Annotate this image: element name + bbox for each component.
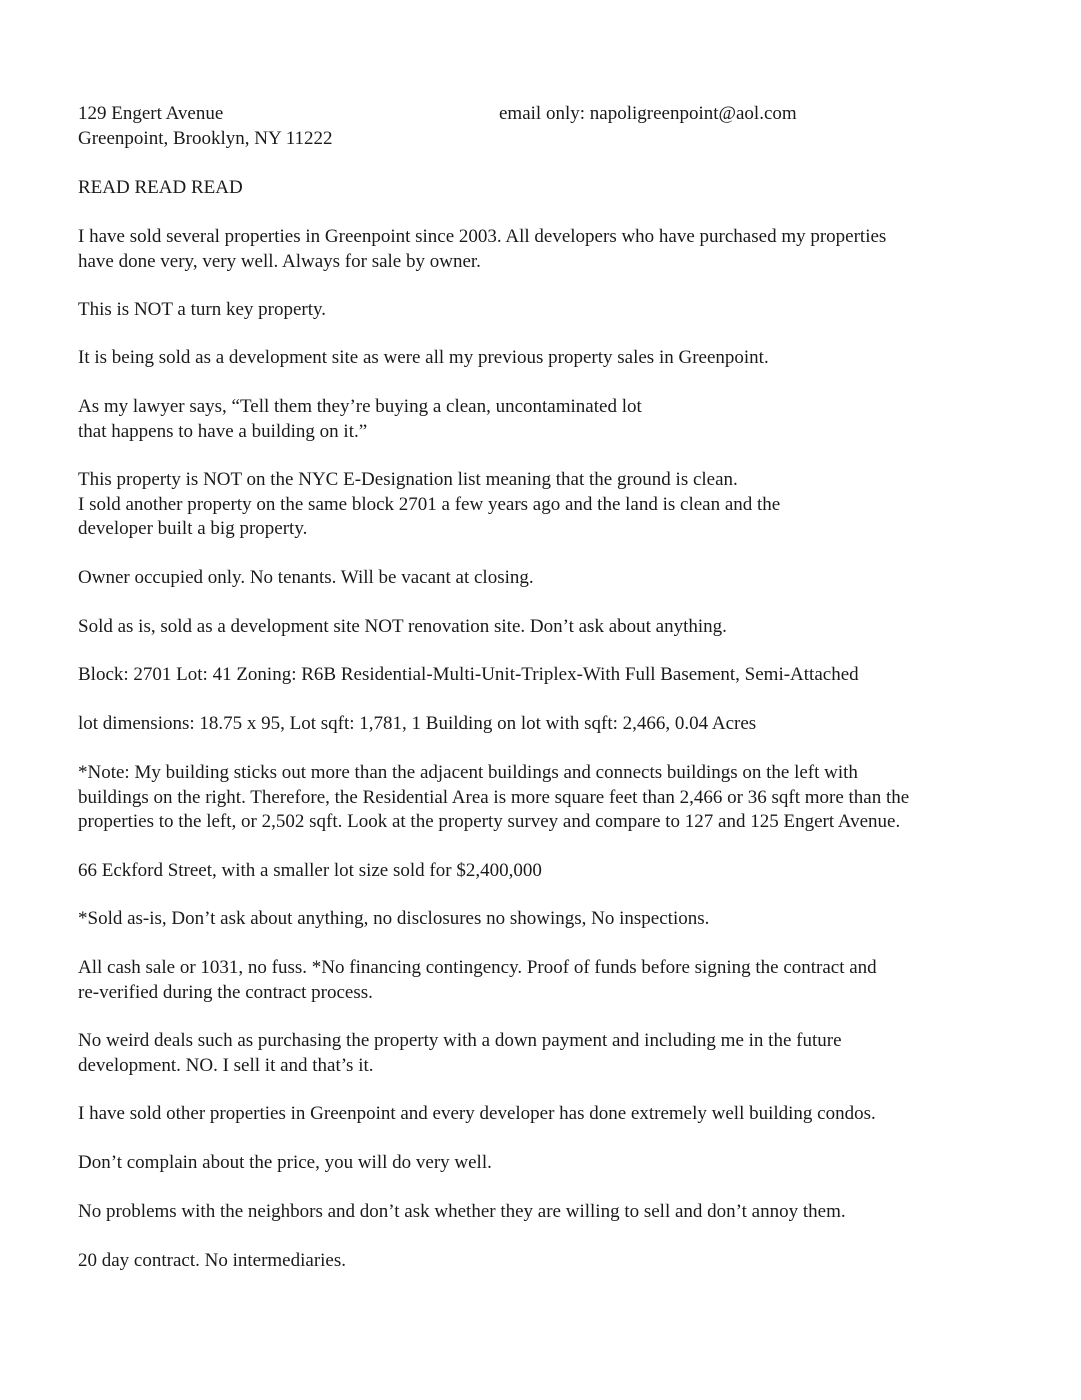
paragraph-line: have done very, very well. Always for sale by owner. (78, 250, 481, 272)
paragraph-line: No problems with the neighbors and don’t ask whether they are willing to sell and don’t annoy them. (78, 1201, 846, 1222)
paragraph-comparable-sale (78, 859, 1038, 884)
paragraph-block-lot-zoning (78, 663, 1038, 688)
paragraph-line: This property is NOT on the NYC E-Designation list meaning that the ground is clean. (78, 469, 738, 490)
paragraph-line: development. NO. I sell it and that’s it. (78, 1054, 374, 1076)
paragraph-line: All cash sale or 1031, no fuss. *No financing contingency. Proof of funds before signing the contract and (78, 957, 877, 978)
paragraph-lot-dimensions (78, 712, 1038, 737)
paragraph-line: Block: 2701 Lot: 41 Zoning: R6B Residential-Multi-Unit-Triplex-With Full Basement, Semi-Attached (78, 664, 859, 685)
paragraph-sold-as-is (78, 615, 1038, 640)
heading-read (78, 176, 1038, 201)
paragraph-line: This is NOT a turn key property. (78, 299, 327, 320)
contact-email: email only: napoligreenpoint@aol.com (499, 103, 797, 124)
paragraph-sales-history (78, 225, 1038, 274)
paragraph-line: Don’t complain about the price, you will do very well. (78, 1152, 492, 1173)
paragraph-line: re-verified during the contract process. (78, 981, 373, 1003)
paragraph-no-disclosures (78, 907, 1038, 932)
sender-address (78, 102, 333, 151)
paragraph-note-building (78, 761, 1038, 835)
paragraph-line: I sold another property on the same block 2701 a few years ago and the land is clean and the (78, 493, 781, 515)
paragraph-lawyer-quote (78, 395, 1038, 444)
paragraph-neighbors (78, 1200, 1038, 1225)
paragraph-owner-occupied (78, 566, 1038, 591)
paragraph-line: As my lawyer says, “Tell them they’re buying a clean, uncontaminated lot (78, 396, 642, 417)
paragraph-line: lot dimensions: 18.75 x 95, Lot sqft: 1,781, 1 Building on lot with sqft: 2,466, 0.04 Acres (78, 713, 757, 734)
letterhead (78, 102, 1038, 152)
paragraph-price (78, 1151, 1038, 1176)
paragraph-line: buildings on the right. Therefore, the Residential Area is more square feet than 2,466 or 36 sqft more than the (78, 786, 910, 808)
paragraph-line: 66 Eckford Street, with a smaller lot size sold for $2,400,000 (78, 860, 542, 881)
paragraph-line: *Note: My building sticks out more than the adjacent buildings and connects buildings on the left with (78, 762, 858, 783)
paragraph-no-weird-deals (78, 1029, 1038, 1078)
paragraph-line: that happens to have a building on it.” (78, 420, 368, 442)
paragraph-development-site (78, 346, 1038, 371)
paragraph-developers-did-well (78, 1102, 1038, 1127)
paragraph-line: I have sold other properties in Greenpoint and every developer has done extremely well building condos. (78, 1103, 876, 1124)
paragraph-cash-sale (78, 956, 1038, 1005)
address-line-2: Greenpoint, Brooklyn, NY 11222 (78, 127, 333, 149)
paragraph-line: It is being sold as a development site as were all my previous property sales in Greenpoint. (78, 347, 769, 368)
paragraph-line: 20 day contract. No intermediaries. (78, 1250, 347, 1271)
address-line-1: 129 Engert Avenue (78, 103, 224, 124)
paragraph-line: developer built a big property. (78, 518, 308, 539)
paragraph-line: Sold as is, sold as a development site NOT renovation site. Don’t ask about anything. (78, 616, 727, 637)
paragraph-e-designation (78, 468, 1038, 542)
paragraph-line: Owner occupied only. No tenants. Will be vacant at closing. (78, 567, 534, 588)
heading-text: READ READ READ (78, 177, 243, 198)
paragraph-line: properties to the left, or 2,502 sqft. Look at the property survey and compare to 127 and 125 Engert Avenue. (78, 811, 901, 832)
paragraph-line: I have sold several properties in Greenpoint since 2003. All developers who have purchased my properties (78, 226, 887, 247)
paragraph-contract-terms (78, 1249, 1038, 1274)
paragraph-not-turnkey (78, 298, 1038, 323)
paragraph-line: No weird deals such as purchasing the property with a down payment and including me in the future (78, 1030, 842, 1051)
paragraph-line: *Sold as-is, Don’t ask about anything, no disclosures no showings, No inspections. (78, 908, 710, 929)
